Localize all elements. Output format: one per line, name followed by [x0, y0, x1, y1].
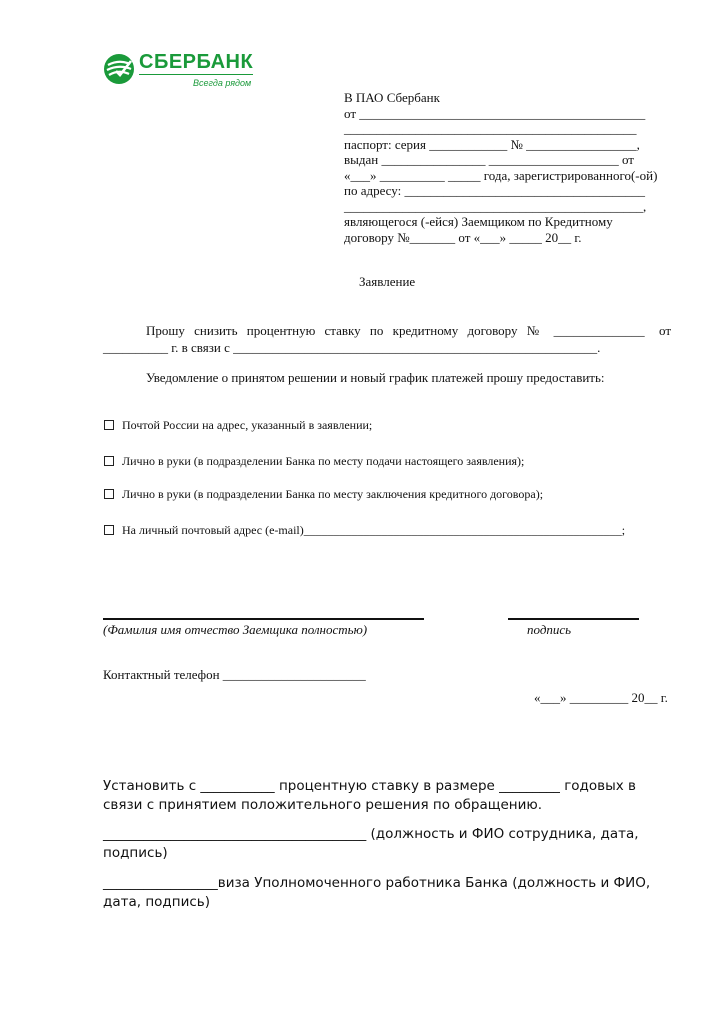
header-line: являющегося (-ейся) Заемщиком по Кредитному — [344, 214, 613, 229]
notification-text: Уведомление о принятом решении и новый график платежей прошу предоставить: — [146, 370, 605, 385]
option-post — [104, 418, 372, 434]
employee-signature-line: _______________________________________ (должность и ФИО сотрудника, дата, подпись) — [103, 826, 639, 861]
brand-name: СБЕРБАНК — [139, 51, 254, 73]
addressee-block — [344, 90, 657, 245]
logo-divider — [139, 74, 253, 75]
option-in-person-submission — [104, 454, 524, 470]
option-in-person-contract — [104, 487, 543, 503]
request-text: Прошу снизить процентную ставку по кредитному договору № — [146, 323, 540, 338]
header-line: В ПАО Сбербанк — [344, 90, 440, 105]
header-line: _____________________________________________ — [344, 121, 637, 136]
bank-rate-decision: Установить с ___________ процентную ставку в размере _________ годовых в связи с принятием положительного решения по обращению. — [103, 778, 636, 813]
header-line: от ____________________________________________ — [344, 105, 646, 121]
header-line: паспорт: серия ____________ № _________________, — [344, 136, 640, 152]
checkbox[interactable] — [104, 525, 114, 535]
checkbox[interactable] — [104, 489, 114, 499]
name-caption: (Фамилия имя отчество Заемщика полностью) — [103, 622, 368, 637]
option-email — [104, 523, 625, 539]
document-title: Заявление — [359, 274, 416, 289]
option-label: Лично в руки (в подразделении Банка по месту подачи настоящего заявления); — [122, 454, 525, 468]
option-label: Почтой России на адрес, указанный в заявлении; — [122, 418, 373, 432]
contract-number-blank: ______________ — [553, 323, 645, 338]
header-line: по адресу: _____________________________________ — [344, 183, 645, 198]
date-line: «___» _________ 20__ г. — [534, 690, 668, 705]
authorized-visa-line: _________________виза Уполномоченного работника Банка (должность и ФИО, дата, подпись) — [103, 875, 651, 910]
checkbox[interactable] — [104, 420, 114, 430]
sign-caption: подпись — [527, 622, 572, 637]
brand-tagline: Всегда рядом — [193, 78, 252, 88]
header-line: выдан ________________ ____________________ от — [344, 152, 634, 167]
contact-phone: Контактный телефон ______________________ — [103, 667, 366, 682]
sberbank-logo — [103, 52, 263, 92]
sberbank-emblem-icon — [103, 53, 135, 85]
checkbox[interactable] — [104, 456, 114, 466]
header-line: «___» __________ _____ года, зарегистрированного(-ой) — [344, 167, 658, 183]
request-line-2: __________ г. в связи с ________________________________________________________. — [103, 340, 601, 355]
header-line: договору №_______ от «___» _____ 20__ г. — [344, 229, 582, 245]
header-line: ______________________________________________, — [344, 198, 647, 214]
request-from: от — [658, 323, 671, 338]
sign-line — [508, 618, 639, 620]
option-label: На личный почтовый адрес (e-mail)_____________________________________________________; — [122, 523, 626, 537]
request-line-1 — [146, 323, 671, 339]
option-label: Лично в руки (в подразделении Банка по месту заключения кредитного договора); — [122, 487, 544, 501]
name-signature-line — [103, 618, 424, 620]
